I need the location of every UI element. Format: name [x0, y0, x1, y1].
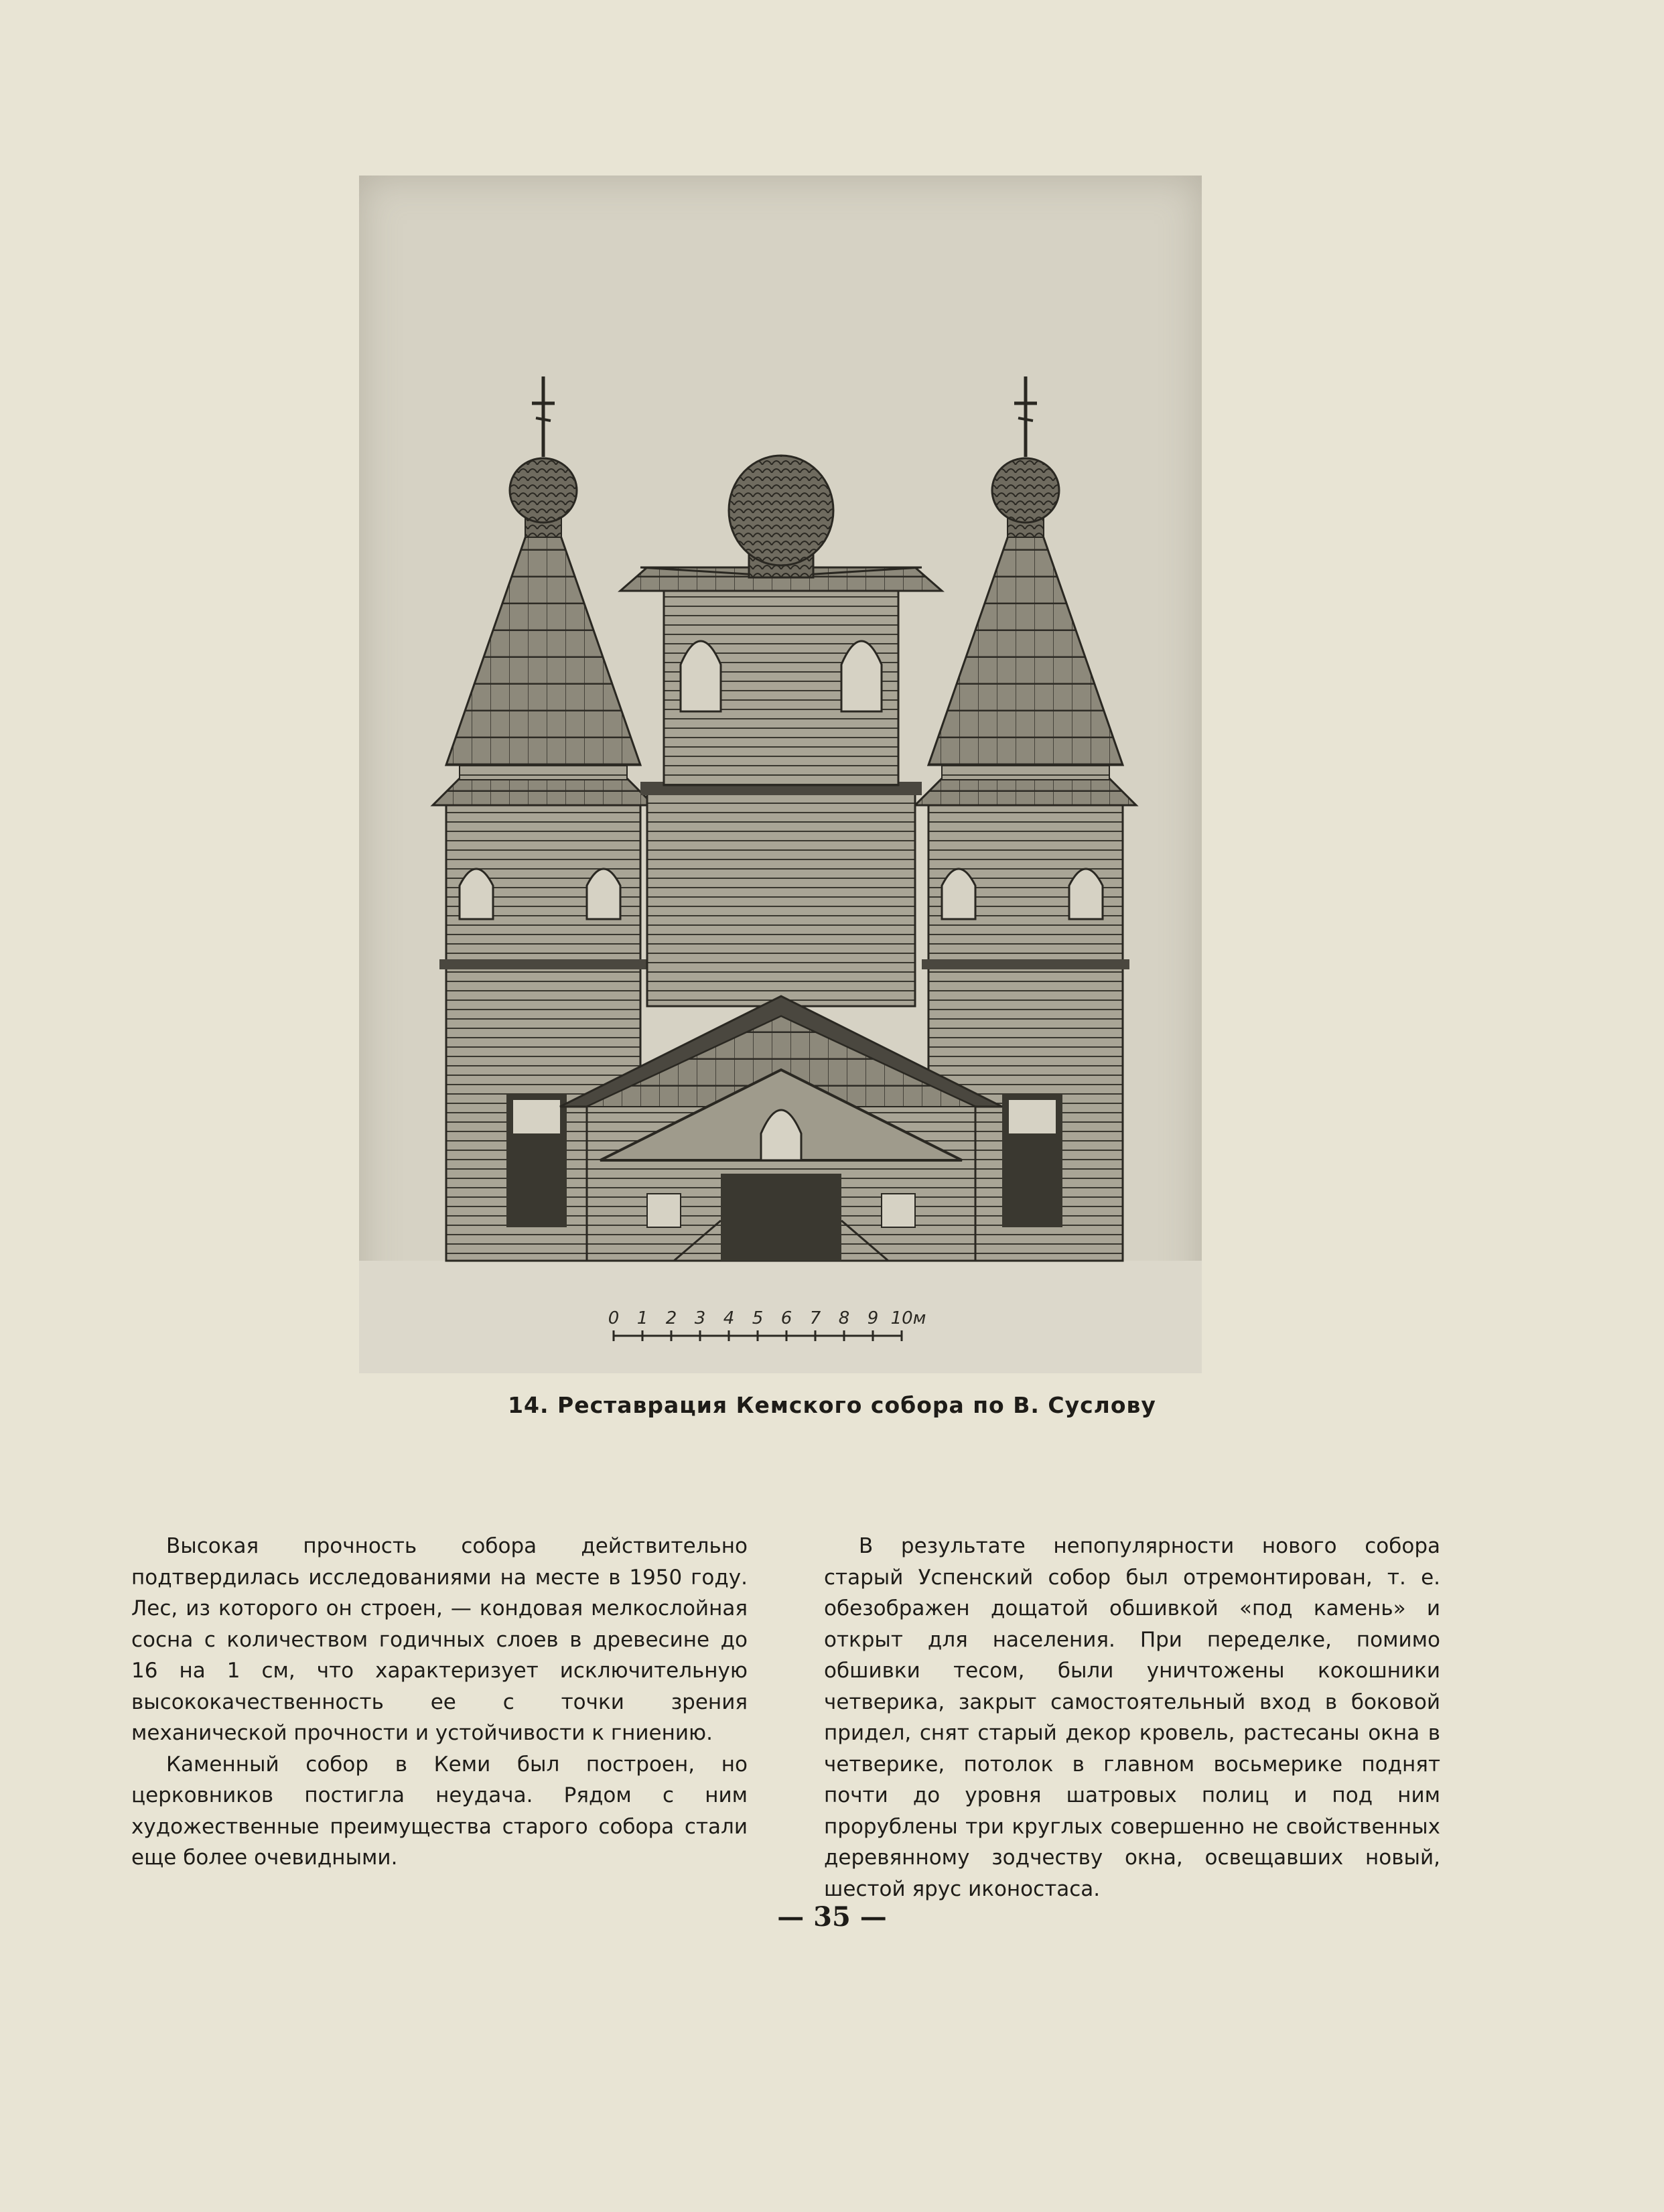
right-column — [824, 1531, 1440, 1905]
scale-label: 5 — [752, 1308, 764, 1328]
paragraph: Каменный собор в Кеми был построен, но церковников постигла неудача. Рядом с ним художественные преимущества старого собора стали еще более очевидными. — [131, 1752, 748, 1870]
figure-caption: 14. Реставрация Кемского собора по В. Суслову — [508, 1392, 1156, 1418]
scale-label: 10м — [890, 1308, 926, 1328]
scale-label: 3 — [694, 1308, 706, 1328]
central-tower — [620, 456, 942, 1006]
scale-label: 1 — [636, 1308, 648, 1328]
cathedral-illustration — [359, 176, 1202, 1373]
page-number: — 35 — — [777, 1901, 887, 1933]
paragraph: В результате непопулярности нового собора старый Успенский собор был отремонтирован, т. е. обезображен дощатой обшивкой «под камень» и открыт для населения. При переделке, помимо обшивки тесом, были уничтожены кокошники четверика, закрыт самостоятельный вход в боковой придел, снят старый декор кровель, растесаны окна в четверике, потолок в главном восьмерике поднят почти до уровня шатровых полиц и под ним прорублены три круглых совершенно не свойственных деревянному зодчеству окна, освещавших новый, шестой ярус иконостаса. — [824, 1534, 1440, 1901]
scale-label: 6 — [780, 1308, 792, 1328]
cathedral-drawing — [359, 176, 1202, 1373]
scale-label: 0 — [608, 1308, 620, 1328]
left-column — [131, 1531, 748, 1874]
scale-label: 8 — [838, 1308, 850, 1328]
scale-label: 9 — [867, 1308, 879, 1328]
paragraph: Высокая прочность собора действительно подтвердилась исследованиями на месте в 1950 году. Лес, из которого он строен, — кондовая мелкослойная сосна с количеством годичных слоев в древесине до 16 на 1 см, что характеризует исключительную высококачественность ее с точки зрения механической прочности и устойчивости к гниению. — [131, 1534, 748, 1745]
scale-label: 7 — [809, 1308, 821, 1328]
scale-label: 2 — [665, 1308, 677, 1328]
scale-label: 4 — [723, 1308, 735, 1328]
